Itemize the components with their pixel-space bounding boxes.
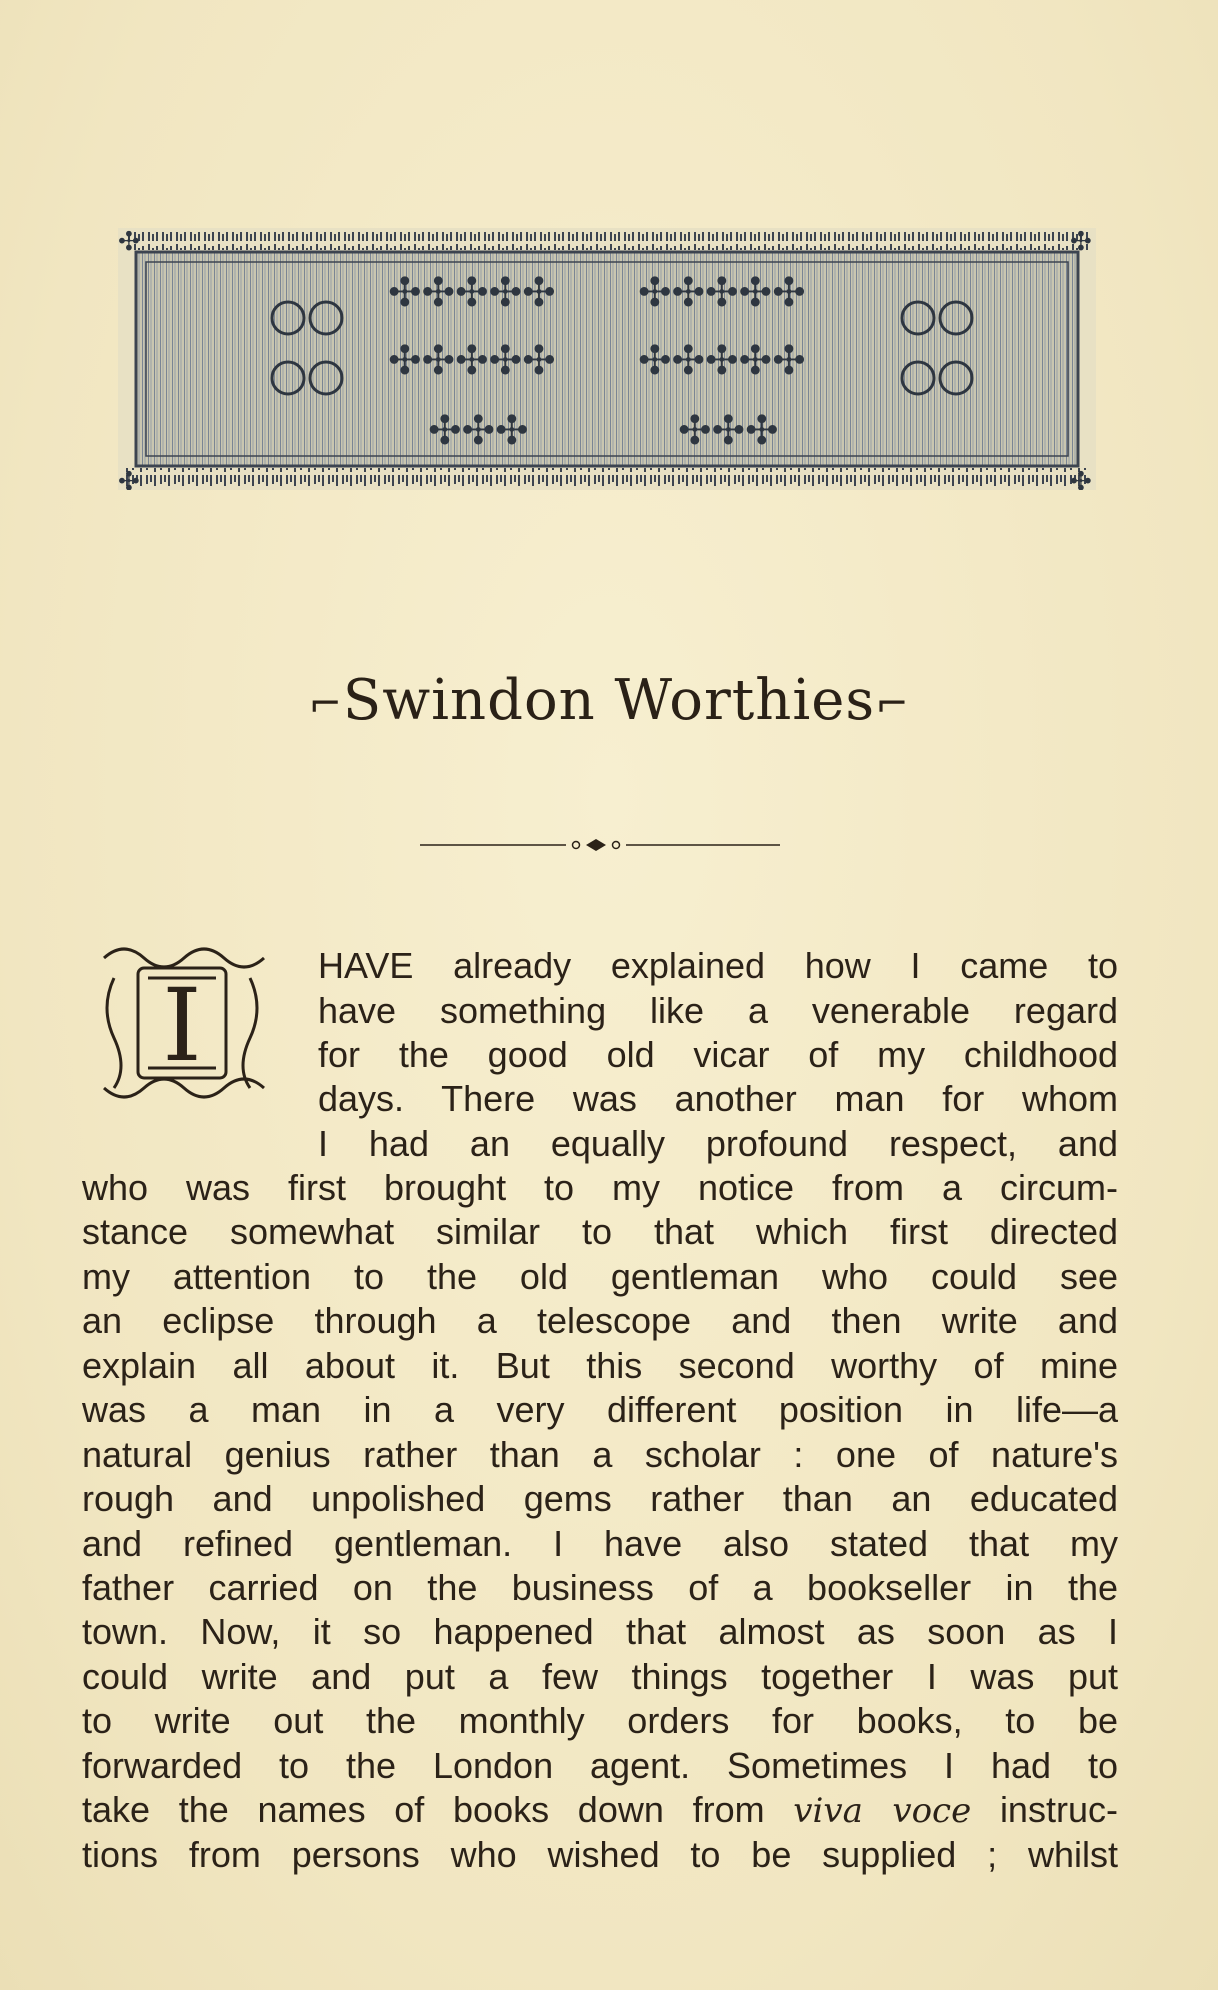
text-line-13: rough and unpolished gems rather than an educated [82,1478,1118,1519]
text-line-15: father carried on the business of a bookseller in the [82,1567,1118,1608]
italic-phrase: viva voce [793,1791,972,1831]
text-line-20 [82,1788,1118,1833]
chapter-title-text: Swindon Worthies [342,668,876,733]
text-line-1: HAVE already explained how I came to [318,945,1118,986]
text-line-11: was a man in a very different position in life—a [82,1389,1118,1430]
dropcap-ornament [94,938,270,1108]
title-left-flourish: ⌐ [308,681,343,728]
divider-rule-icon [420,838,780,852]
text-line-5: I had an equally profound respect, and [318,1123,1118,1164]
text-line-7: stance somewhat similar to that which first directed [82,1211,1118,1252]
svg-text:✣✣✣✣✣: ✣✣✣✣✣ [638,270,806,316]
text-line-18: to write out the monthly orders for books, to be [82,1700,1118,1741]
text-line-8: my attention to the old gentleman who could see [82,1256,1118,1297]
text-line-21: tions from persons who wished to be supplied ; whilst [82,1834,1118,1875]
chapter-title [0,668,1218,733]
text-line-9: an eclipse through a telescope and then write and [82,1300,1118,1341]
svg-text:✣: ✣ [1070,228,1092,257]
svg-text:✣: ✣ [1070,467,1092,490]
text-line-20-end: instruc- [999,1789,1118,1830]
text-line-17: could write and put a few things together I was put [82,1656,1118,1697]
svg-text:✣✣✣✣✣: ✣✣✣✣✣ [388,270,556,316]
text-line-4: days. There was another man for whom [318,1078,1118,1119]
text-line-16: town. Now, it so happened that almost as soon as I [82,1611,1118,1652]
svg-text:✣✣✣✣✣: ✣✣✣✣✣ [638,338,806,384]
headpiece-ornament-icon [118,228,1096,490]
text-line-20-start: take the names of books down from [82,1789,765,1830]
svg-text:✣✣✣: ✣✣✣ [678,408,779,454]
text-line-2: have something like a venerable regard [318,990,1118,1031]
svg-text:✣✣✣: ✣✣✣ [428,408,529,454]
svg-text:✣✣✣✣✣: ✣✣✣✣✣ [388,338,556,384]
dropcap-letter: I [162,967,202,1084]
text-line-12: natural genius rather than a scholar : one of nature's [82,1434,1118,1475]
text-line-6: who was first brought to my notice from a circum- [82,1167,1118,1208]
text-line-3: for the good old vicar of my childhood [318,1034,1118,1075]
svg-text:✣: ✣ [118,467,140,490]
text-line-19: forwarded to the London agent. Sometimes I had to [82,1745,1118,1786]
text-line-10: explain all about it. But this second worthy of mine [82,1345,1118,1386]
svg-text:✣: ✣ [118,228,140,257]
text-line-14: and refined gentleman. I have also stated that my [82,1523,1118,1564]
title-right-flourish: ⌐ [875,681,910,728]
